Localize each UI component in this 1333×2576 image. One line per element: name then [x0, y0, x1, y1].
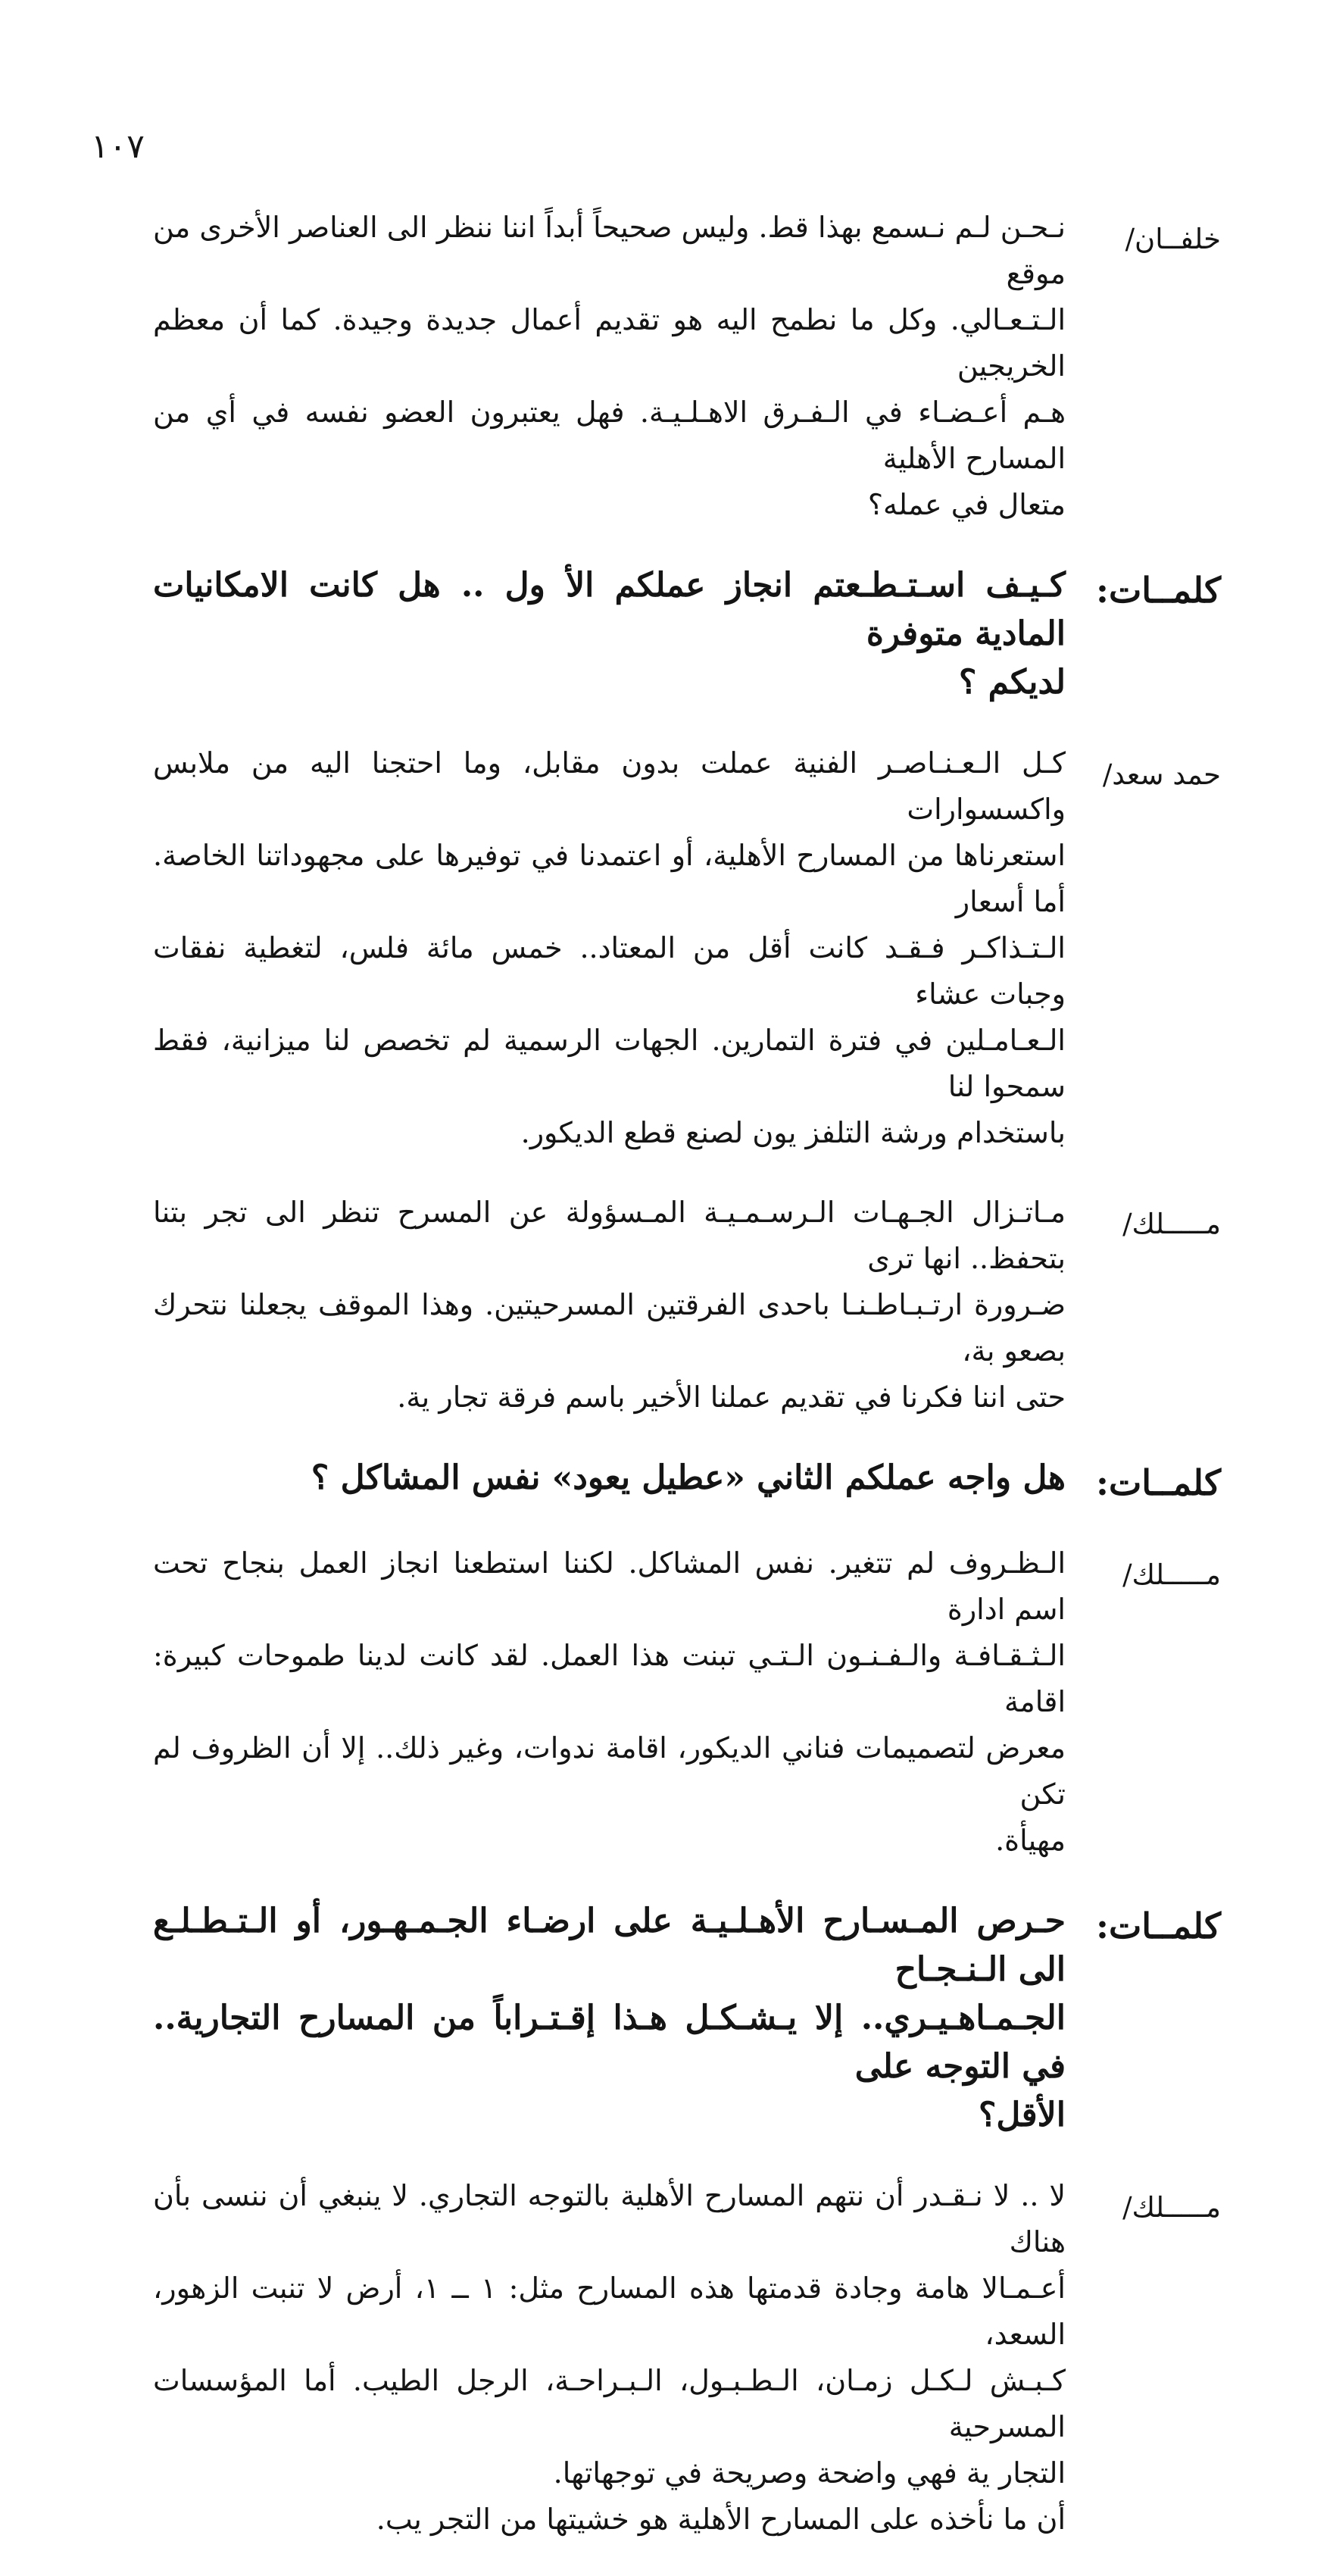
- speaker-label: مـــــلك/: [1122, 1558, 1221, 1591]
- speaker-label: خلفــان/: [1125, 223, 1221, 255]
- text-line: الـتـعـالي. وكل ما نطمح اليه هو تقديم أعمال جديدة وجيدة. كما أن معظم الخريجين: [153, 303, 1066, 383]
- question-text: [153, 561, 1066, 707]
- text-line: حتى اننا فكرنا في تقديم عملنا الأخير باسم فرقة تجار ية.: [397, 1380, 1066, 1414]
- text-line: مهيأة.: [995, 1824, 1066, 1857]
- text-line: متعال في عمله؟: [867, 488, 1066, 521]
- answer-text: [153, 2173, 1066, 2543]
- text-line: هل واجه عملكم الثاني «عطيل يعود» نفس المشاكل ؟: [311, 1458, 1066, 1497]
- question-text: [153, 1454, 1066, 1502]
- speaker-label: كلمــات:: [1096, 570, 1221, 611]
- dialogue-entry-kalimat-question: [153, 1897, 1221, 2140]
- answer-text: [153, 740, 1066, 1156]
- speaker-label: مـــــلك/: [1122, 2191, 1221, 2224]
- text-line: الـظـروف لم تتغير. نفس المشاكل. لكننا استطعنا انجاز العمل بنجاح تحت اسم ادارة: [153, 1546, 1066, 1626]
- text-line: الأقل؟: [978, 2096, 1066, 2134]
- speaker-label: كلمــات:: [1096, 1462, 1221, 1503]
- text-line: كـبـش لـكـل زمـان، الـطـبـول، الـبـراحـة، الرجل الطيب. أما المؤسسات المسرحية: [153, 2364, 1066, 2443]
- text-line: لديكم ؟: [958, 663, 1066, 702]
- dialogue-entry-khalfan: [153, 205, 1221, 528]
- dialogue-entry-kalimat-question: [153, 1454, 1221, 1507]
- dialogue-entry-malik: [153, 1540, 1221, 1864]
- text-line: أعـمـالا هامة وجادة قدمتها هذه المسارح مثل: ١ ــ ١، أرض لا تنبت الزهور، السعد،: [153, 2271, 1066, 2351]
- answer-text: [153, 1190, 1066, 1421]
- text-line: الجـمـاهـيـري.. إلا يـشـكـل هـذا إقـتـراباً من المسارح التجارية.. في التوجه على: [153, 1999, 1066, 2086]
- question-text: [153, 1897, 1066, 2140]
- text-line: مـاتـزال الجـهـات الـرسـمـيـة المـسؤولة عن المسرح تنظر الى تجر بتنا بتحفظ.. انها ترى: [153, 1196, 1066, 1275]
- dialogue-entry-kalimat-question: [153, 561, 1221, 707]
- answer-text: [153, 1540, 1066, 1864]
- speaker-label: حمد سعد/: [1102, 758, 1221, 791]
- answer-text: [153, 205, 1066, 528]
- dialogue-entry-malik: [153, 1190, 1221, 1421]
- text-line: الـعـامـلين في فترة التمارين. الجهات الرسمية لم تخصص لنا ميزانية، فقط سمحوا لنا: [153, 1024, 1066, 1103]
- text-line: معرض لتصميمات فناني الديكور، اقامة ندوات، وغير ذلك.. إلا أن الظروف لم تكن: [153, 1731, 1066, 1811]
- text-line: لا .. لا نـقـدر أن نتهم المسارح الأهلية بالتوجه التجاري. لا ينبغي أن ننسى بأن هناك: [153, 2179, 1066, 2259]
- dialogue-entry-hamad-saad: [153, 740, 1221, 1156]
- text-line: التجار ية فهي واضحة وصريحة في توجهاتها.: [553, 2456, 1066, 2490]
- text-line: استعرناها من المسارح الأهلية، أو اعتمدنا في توفيرها على مجهوداتنا الخاصة. أما أسعار: [153, 839, 1066, 918]
- text-line: نـحـن لـم نـسمع بهذا قط. وليس صحيحاً أبداً اننا ننظر الى العناصر الأخرى من موقع: [153, 211, 1066, 290]
- speaker-label: مـــــلك/: [1122, 1208, 1221, 1240]
- dialogue-entry-malik: [153, 2173, 1221, 2543]
- text-line: الـتـذاكـر فـقـد كانت أقل من المعتاد.. خمس مائة فلس، لتغطية نفقات وجبات عشاء: [153, 931, 1066, 1011]
- page-number: ١٠٧: [91, 127, 145, 166]
- text-line: كـيـف اسـتـطـعتم انجاز عملكم الأ ول .. هل كانت الامكانيات المادية متوفرة: [153, 566, 1066, 653]
- text-line: باستخدام ورشة التلفز يون لصنع قطع الديكور.: [520, 1116, 1066, 1149]
- text-line: حـرص المـسـارح الأهـلـيـة على ارضـاء الجـمـهـور، أو الـتـطـلـع الى الـنـجـاح: [153, 1902, 1066, 1989]
- text-line: أن ما نأخذه على المسارح الأهلية هو خشيتها من التجر يب.: [376, 2503, 1066, 2536]
- text-line: كـل الـعـنـاصـر الفنية عملت بدون مقابل، وما احتجنا اليه من ملابس واكسسوارات: [153, 746, 1066, 826]
- text-line: ضـرورة ارتـبـاطـنـا باحدى الفرقتين المسرحيتين. وهذا الموقف يجعلنا نتحرك بصعو بة،: [153, 1288, 1066, 1368]
- text-line: هـم أعـضـاء في الـفـرق الاهـلـيـة. فهل يعتبرون العضو نفسه في أي من المسارح الأهلية: [153, 395, 1066, 475]
- speaker-label: كلمــات:: [1096, 1905, 1221, 1946]
- interview-text: [153, 205, 1221, 2576]
- text-line: الـثـقـافـة والـفـنـون الـتـي تبنت هذا العمل. لقد كانت لدينا طموحات كبيرة: اقامة: [153, 1639, 1066, 1718]
